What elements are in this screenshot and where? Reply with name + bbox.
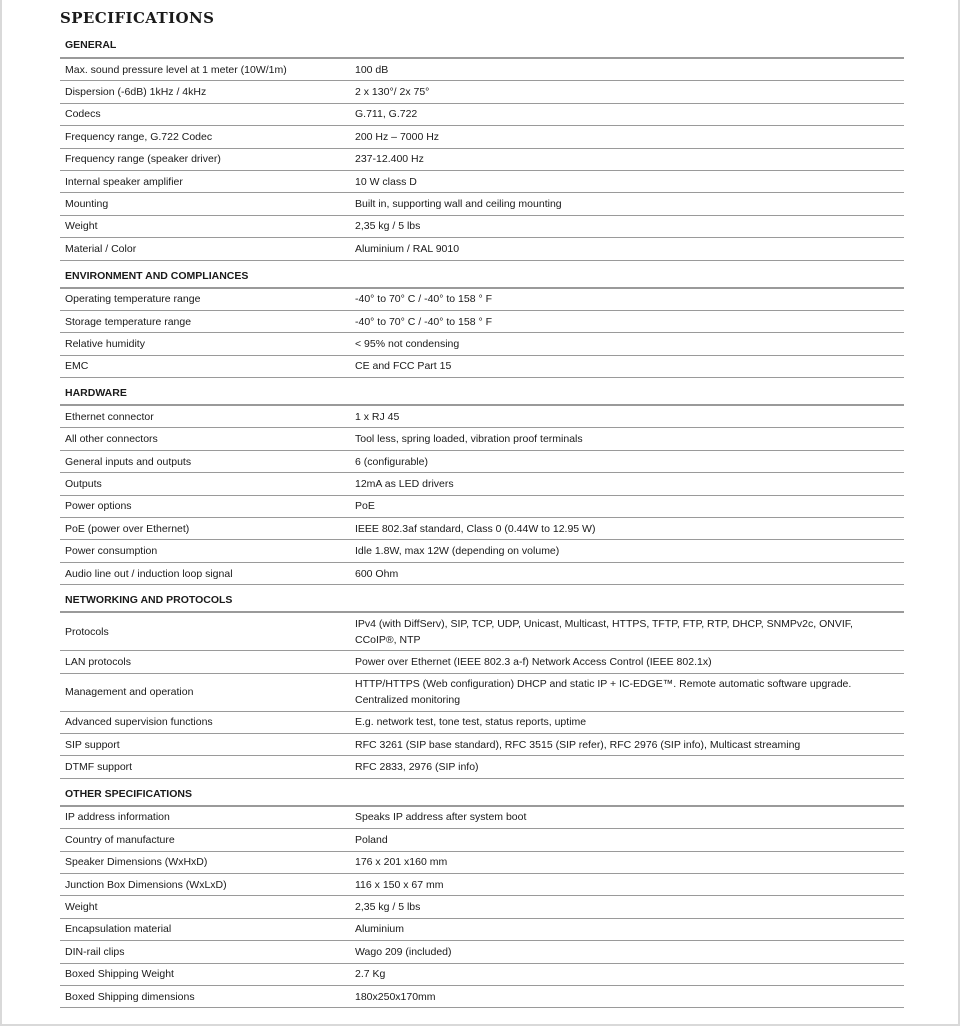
spec-value: HTTP/HTTPS (Web configuration) DHCP and static IP + IC-EDGE™. Remote automatic software upgrade. Centralized monitoring <box>355 678 852 707</box>
spec-sections <box>60 33 904 1008</box>
spec-section <box>60 33 904 261</box>
spec-value: 600 Ohm <box>355 567 399 580</box>
spec-label: Boxed Shipping Weight <box>65 968 174 981</box>
spec-value: RFC 2833, 2976 (SIP info) <box>355 761 479 774</box>
spec-row <box>60 333 904 355</box>
spec-value: IEEE 802.3af standard, Class 0 (0.44W to 12.95 W) <box>355 522 596 535</box>
spec-row <box>60 59 904 81</box>
spec-label: IP address information <box>65 811 170 824</box>
spec-row <box>60 674 904 712</box>
spec-label: Audio line out / induction loop signal <box>65 567 233 580</box>
spec-row <box>60 712 904 734</box>
spec-row <box>60 874 904 896</box>
spec-label: DTMF support <box>65 761 133 774</box>
section-heading: GENERAL <box>60 33 904 59</box>
spec-row <box>60 81 904 103</box>
specifications-document <box>60 8 904 1008</box>
spec-label: Ethernet connector <box>65 410 154 423</box>
spec-row <box>60 896 904 918</box>
spec-value: -40° to 70° C / -40° to 158 ° F <box>355 293 493 306</box>
spec-label: DIN-rail clips <box>65 945 125 958</box>
section-heading: HARDWARE <box>60 378 904 406</box>
spec-value: G.711, G.722 <box>355 108 418 121</box>
spec-label: Max. sound pressure level at 1 meter (10W/1m) <box>65 63 287 76</box>
spec-row <box>60 171 904 193</box>
spec-value: 116 x 150 x 67 mm <box>355 878 444 891</box>
spec-value: Aluminium / RAL 9010 <box>355 242 460 255</box>
spec-value: 2,35 kg / 5 lbs <box>355 901 421 914</box>
spec-label: Weight <box>65 220 98 233</box>
spec-value: IPv4 (with DiffServ), SIP, TCP, UDP, Unicast, Multicast, HTTPS, TFTP, FTP, RTP, DHCP, SNMPv2c, ONVIF, CCoIP®, NTP <box>355 617 853 646</box>
spec-row <box>60 613 904 651</box>
spec-value: Tool less, spring loaded, vibration proof terminals <box>355 433 583 446</box>
spec-label: Mounting <box>65 198 109 211</box>
spec-value: Idle 1.8W, max 12W (depending on volume) <box>355 545 560 558</box>
spec-label: Codecs <box>65 108 101 121</box>
spec-label: PoE (power over Ethernet) <box>65 522 190 535</box>
spec-value: Speaks IP address after system boot <box>355 811 527 824</box>
spec-row <box>60 289 904 311</box>
spec-row <box>60 563 904 585</box>
spec-label: Speaker Dimensions (WxHxD) <box>65 856 208 869</box>
spec-value: RFC 3261 (SIP base standard), RFC 3515 (SIP refer), RFC 2976 (SIP info), Multicast streaming <box>355 738 801 751</box>
spec-section <box>60 585 904 779</box>
spec-label: Material / Color <box>65 242 137 255</box>
spec-row <box>60 986 904 1008</box>
section-heading: NETWORKING AND PROTOCOLS <box>60 585 904 613</box>
spec-label: Internal speaker amplifier <box>65 175 183 188</box>
spec-value: 237-12.400 Hz <box>355 153 424 166</box>
spec-value: 2.7 Kg <box>355 968 386 981</box>
spec-row <box>60 540 904 562</box>
spec-value: Poland <box>355 833 388 846</box>
spec-label: Encapsulation material <box>65 923 172 936</box>
spec-value: CE and FCC Part 15 <box>355 360 452 373</box>
spec-section <box>60 261 904 379</box>
spec-label: Operating temperature range <box>65 293 201 306</box>
spec-label: EMC <box>65 360 89 373</box>
section-heading: ENVIRONMENT AND COMPLIANCES <box>60 261 904 289</box>
spec-row <box>60 919 904 941</box>
spec-row <box>60 756 904 778</box>
spec-row <box>60 311 904 333</box>
spec-value: -40° to 70° C / -40° to 158 ° F <box>355 315 493 328</box>
spec-row <box>60 104 904 126</box>
spec-value: Aluminium <box>355 923 405 936</box>
spec-label: Weight <box>65 901 98 914</box>
spec-row <box>60 149 904 171</box>
spec-value: PoE <box>355 500 375 513</box>
spec-value: Wago 209 (included) <box>355 945 452 958</box>
page-title: SPECIFICATIONS <box>60 9 215 27</box>
spec-label: LAN protocols <box>65 655 131 668</box>
spec-row <box>60 451 904 473</box>
spec-value: 2 x 130°/ 2x 75° <box>355 86 430 99</box>
spec-label: Boxed Shipping dimensions <box>65 990 195 1003</box>
spec-value: 12mA as LED drivers <box>355 477 454 490</box>
spec-row <box>60 193 904 215</box>
spec-value: 10 W class D <box>355 175 417 188</box>
spec-label: Advanced supervision functions <box>65 716 213 729</box>
spec-label: Outputs <box>65 477 102 490</box>
spec-row <box>60 216 904 238</box>
spec-section <box>60 779 904 1009</box>
spec-row <box>60 941 904 963</box>
spec-label: Management and operation <box>65 686 194 699</box>
spec-label: Frequency range (speaker driver) <box>65 153 221 166</box>
spec-label: General inputs and outputs <box>65 455 192 468</box>
spec-value: E.g. network test, tone test, status reports, uptime <box>355 716 587 729</box>
spec-row <box>60 964 904 986</box>
spec-value: 176 x 201 x160 mm <box>355 856 448 869</box>
spec-value: < 95% not condensing <box>355 337 460 350</box>
spec-label: Power consumption <box>65 545 158 558</box>
spec-row <box>60 428 904 450</box>
section-heading: OTHER SPECIFICATIONS <box>60 779 904 807</box>
spec-row <box>60 356 904 378</box>
spec-label: Dispersion (-6dB) 1kHz / 4kHz <box>65 86 207 99</box>
spec-row <box>60 473 904 495</box>
spec-label: Relative humidity <box>65 337 145 350</box>
spec-value: Power over Ethernet (IEEE 802.3 a-f) Network Access Control (IEEE 802.1x) <box>355 655 712 668</box>
spec-row <box>60 496 904 518</box>
spec-value: 200 Hz – 7000 Hz <box>355 130 440 143</box>
page-edge-left <box>0 0 2 1026</box>
spec-row <box>60 238 904 260</box>
spec-row <box>60 518 904 540</box>
spec-value: 180x250x170mm <box>355 990 436 1003</box>
spec-section <box>60 378 904 585</box>
spec-label: All other connectors <box>65 433 158 446</box>
spec-label: Protocols <box>65 625 109 638</box>
spec-label: Frequency range, G.722 Codec <box>65 130 213 143</box>
spec-row <box>60 406 904 428</box>
spec-value: Built in, supporting wall and ceiling mounting <box>355 198 562 211</box>
spec-row <box>60 126 904 148</box>
spec-value: 1 x RJ 45 <box>355 410 400 423</box>
spec-label: SIP support <box>65 738 120 751</box>
spec-row <box>60 734 904 756</box>
spec-value: 2,35 kg / 5 lbs <box>355 220 421 233</box>
spec-row <box>60 829 904 851</box>
spec-label: Junction Box Dimensions (WxLxD) <box>65 878 227 891</box>
spec-value: 100 dB <box>355 63 389 76</box>
spec-label: Storage temperature range <box>65 315 192 328</box>
spec-value: 6 (configurable) <box>355 455 428 468</box>
spec-row <box>60 651 904 673</box>
spec-row <box>60 807 904 829</box>
spec-row <box>60 852 904 874</box>
spec-label: Country of manufacture <box>65 833 175 846</box>
spec-label: Power options <box>65 500 132 513</box>
